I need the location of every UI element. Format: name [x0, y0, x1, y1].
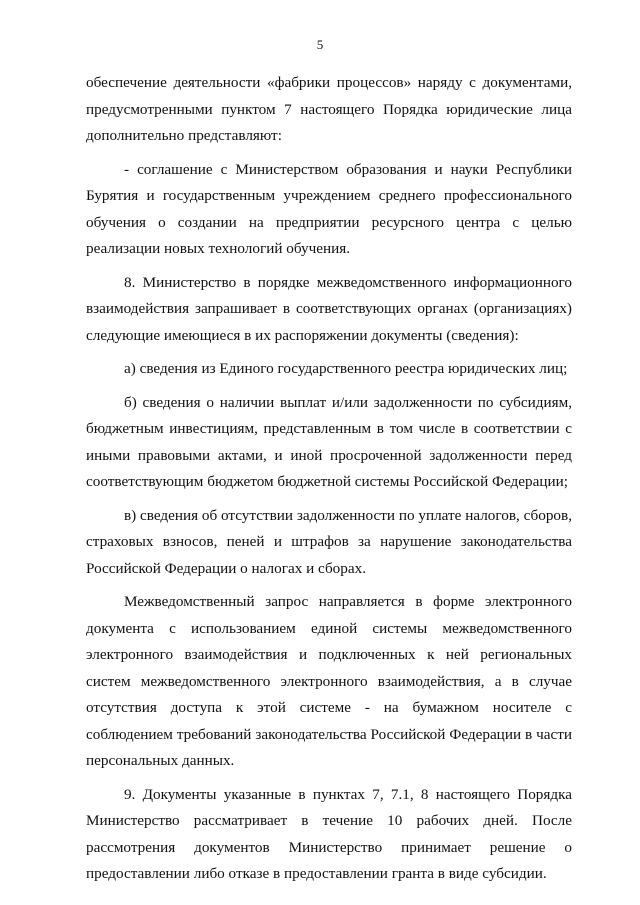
paragraph-8b: б) сведения о наличии выплат и/или задолженности по субсидиям, бюджетным инвестициям, представленным в том числе в соответствии с иными правовыми актами, и иной просроченной задолженности перед соответствующим бюджетом бюджетной системы Российской Федерации;: [86, 393, 572, 490]
document-body: [86, 70, 572, 895]
paragraph-8c: в) сведения об отсутствии задолженности по уплате налогов, сборов, страховых взносов, пеней и штрафов за нарушение законодательства Российской Федерации о налогах и сборах.: [86, 506, 572, 577]
paragraph-interagency-request: Межведомственный запрос направляется в форме электронного документа с использованием единой системы межведомственного электронного взаимодействия и подключенных к ней региональных систем межведомственного электронного взаимодействия, а в случае отсутствия доступа к этой системе - на бумажном носителе с соблюдением требований законодательства Российской Федерации в части персональных данных.: [86, 593, 572, 769]
paragraph-agreement: - соглашение с Министерством образования и науки Республики Бурятия и государственным учреждением среднего профессионального обучения о создании на предприятии ресурсного центра с целью реализации новых технологий обучения.: [86, 160, 572, 257]
page-number: 5: [316, 37, 324, 52]
paragraph-8a: а) сведения из Единого государственного реестра юридических лиц;: [124, 360, 568, 377]
paragraph-continuation: обеспечение деятельности «фабрики процессов» наряду с документами, предусмотренными пунктом 7 настоящего Порядка юридические лица дополнительно представляют:: [86, 74, 572, 144]
paragraph-9: 9. Документы указанные в пунктах 7, 7.1, 8 настоящего Порядка Министерство рассматривает в течение 10 рабочих дней. После рассмотрения документов Министерство принимает решение о предоставлении либо отказе в предоставлении гранта в виде субсидии.: [86, 785, 572, 882]
paragraph-8: 8. Министерство в порядке межведомственного информационного взаимодействия запрашивает в соответствующих органах (организациях) следующие имеющиеся в их распоряжении документы (сведения):: [86, 273, 572, 344]
